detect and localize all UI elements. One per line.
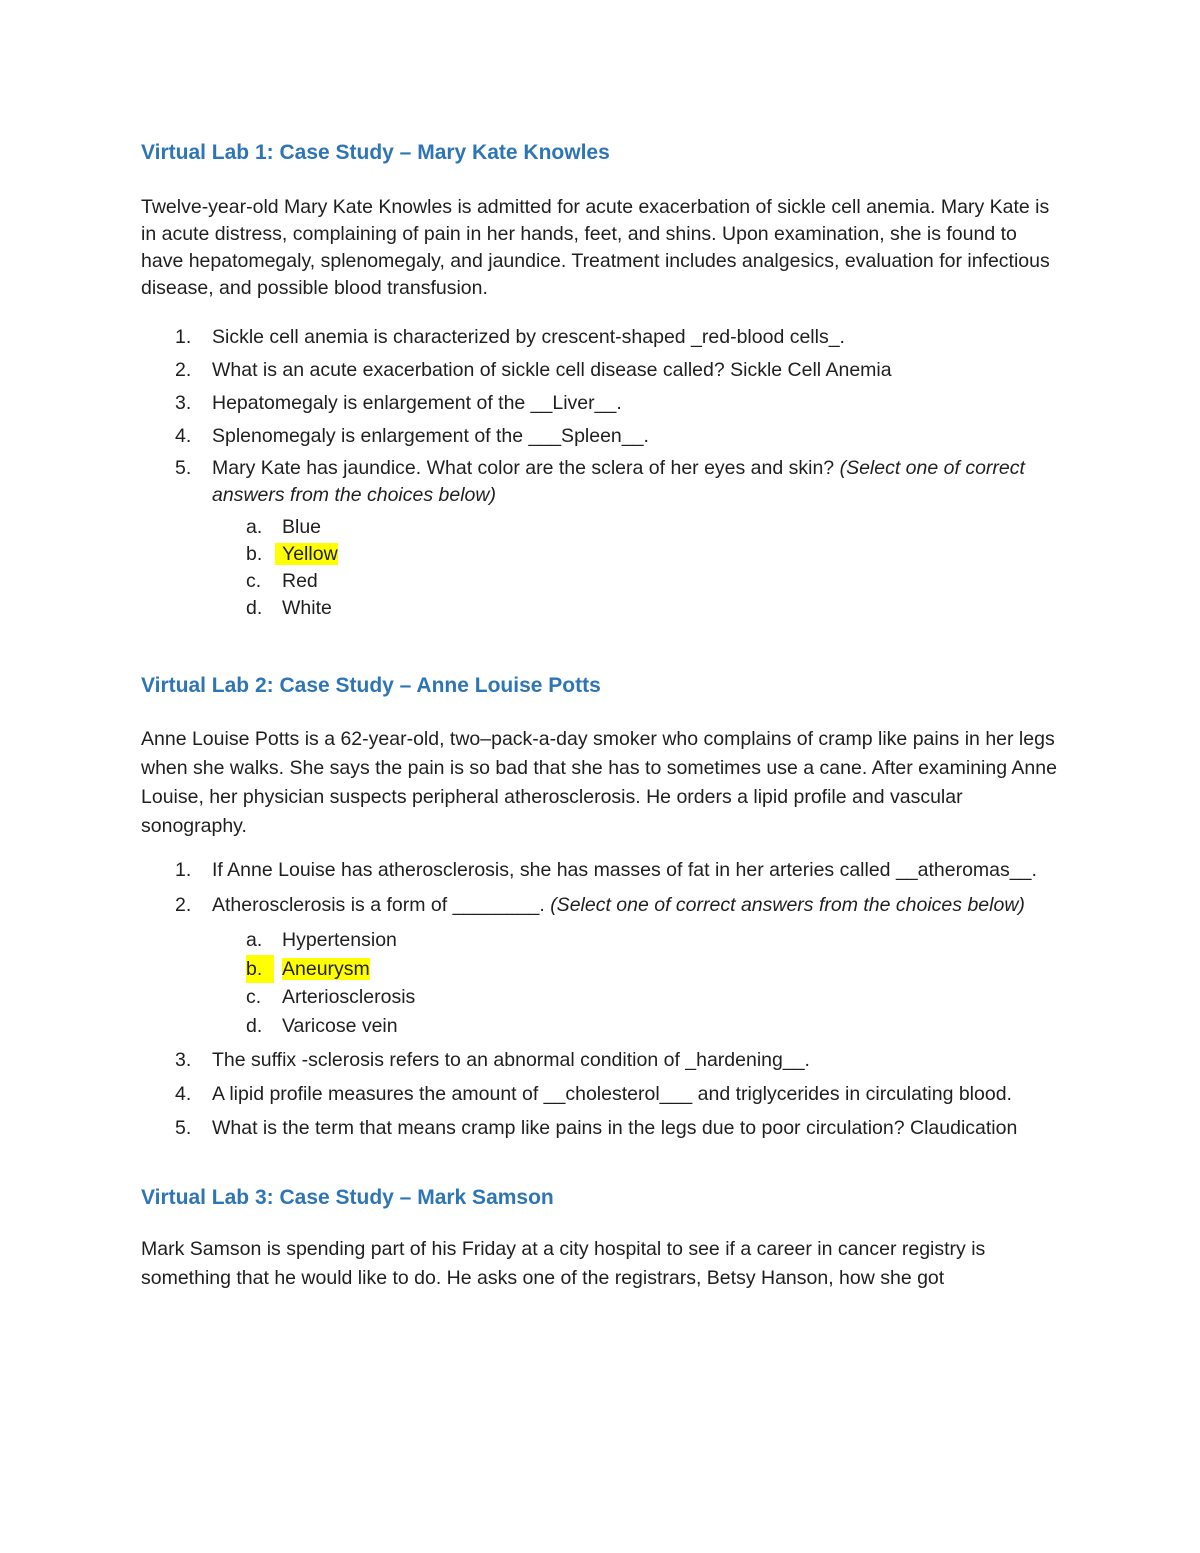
list-item [141, 1046, 1061, 1075]
document-page [141, 138, 1061, 1293]
lab2-section [141, 671, 1061, 1143]
question-text: If Anne Louise has atherosclerosis, she has masses of fat in her arteries called __atheromas__. [212, 859, 1037, 881]
question-text: Splenomegaly is enlargement of the ___Spleen__. [212, 425, 649, 447]
highlighted-answer: Aneurysm [282, 957, 370, 980]
lab1-section [141, 138, 1061, 622]
lab1-options [141, 514, 1061, 622]
question-number: 5. [175, 1117, 192, 1139]
option-letter: d. [246, 597, 263, 619]
question-text: Atherosclerosis is a form of ________. [212, 894, 551, 916]
list-item [141, 455, 1061, 509]
option-letter: c. [246, 570, 262, 592]
question-text: The suffix -sclerosis refers to an abnormal condition of _hardening__. [212, 1049, 810, 1071]
option-item [141, 595, 1061, 622]
option-item [141, 514, 1061, 541]
lab3-section [141, 1183, 1061, 1293]
option-text: Arteriosclerosis [282, 986, 416, 1008]
option-letter: c. [246, 986, 262, 1008]
lab1-paragraph: Twelve-year-old Mary Kate Knowles is admitted for acute exacerbation of sickle cell anemia. Mary Kate is in acute distress, complaining of pain in her hands, feet, and shins. Upon examination, she is found to have hepatomegaly, splenomegaly, and jaundice. Treatment includes analgesics, evaluation for infectious disease, and possible blood transfusion. [141, 196, 1050, 299]
question-text: A lipid profile measures the amount of __cholesterol___ and triglycerides in circulating blood. [212, 1083, 1012, 1105]
option-letter: a. [246, 929, 263, 951]
lab2-options [141, 926, 1061, 1040]
lab1-title: Virtual Lab 1: Case Study – Mary Kate Knowles [141, 141, 610, 164]
lab1-questions [141, 323, 1061, 509]
question-note: (Select one of correct answers from the choices below) [550, 894, 1025, 916]
option-letter: d. [246, 1014, 263, 1037]
list-item [141, 356, 1061, 385]
question-number: 3. [175, 392, 192, 414]
question-note: (Select one of correct answers from the choices below) [212, 457, 1025, 506]
option-text: Red [282, 570, 318, 592]
question-text: Mary Kate has jaundice. What color are the sclera of her eyes and skin? [212, 457, 840, 479]
option-letter: a. [246, 516, 263, 538]
question-number: 5. [175, 457, 192, 479]
option-letter: b. [246, 543, 263, 565]
option-item [141, 926, 1061, 955]
option-text: Varicose vein [282, 1014, 398, 1037]
question-text: Hepatomegaly is enlargement of the __Liver__. [212, 392, 622, 414]
lab2-questions-continued [141, 1046, 1061, 1143]
lab2-questions [141, 856, 1061, 920]
question-number: 1. [175, 326, 192, 348]
lab3-title: Virtual Lab 3: Case Study – Mark Samson [141, 1186, 554, 1209]
question-text: What is the term that means cramp like pains in the legs due to poor circulation? Claudication [212, 1117, 1018, 1139]
option-item-selected [141, 541, 1061, 568]
lab3-paragraph: Mark Samson is spending part of his Friday at a city hospital to see if a career in cancer registry is something that he would like to do. He asks one of the registrars, Betsy Hanson, how she got [141, 1238, 986, 1289]
highlighted-answer: Yellow [275, 543, 338, 565]
question-number: 2. [175, 894, 192, 916]
option-text: Blue [282, 516, 322, 538]
question-number: 2. [175, 359, 192, 381]
question-number: 4. [175, 1083, 192, 1105]
option-item [141, 568, 1061, 595]
option-letter: b. [246, 955, 274, 984]
list-item [141, 422, 1061, 451]
option-text: Hypertension [282, 929, 397, 951]
option-item-selected [141, 955, 1061, 984]
option-item [141, 1012, 1061, 1041]
list-item [141, 1080, 1061, 1109]
list-item [141, 1114, 1061, 1143]
question-number: 3. [175, 1049, 192, 1071]
option-item [141, 983, 1061, 1012]
question-number: 4. [175, 425, 192, 447]
question-text: What is an acute exacerbation of sickle cell disease called? Sickle Cell Anemia [212, 359, 892, 381]
question-number: 1. [175, 859, 192, 881]
list-item [141, 856, 1061, 885]
list-item [141, 323, 1061, 352]
option-text: White [282, 597, 332, 619]
lab2-paragraph: Anne Louise Potts is a 62-year-old, two–pack-a-day smoker who complains of cramp like pains in her legs when she walks. She says the pain is so bad that she has to sometimes use a cane. After examining Anne Louise, her physician suspects peripheral atherosclerosis. He orders a lipid profile and vascular sonography. [141, 728, 1057, 837]
list-item [141, 389, 1061, 418]
lab2-title: Virtual Lab 2: Case Study – Anne Louise Potts [141, 674, 601, 697]
question-text: Sickle cell anemia is characterized by crescent-shaped _red-blood cells_. [212, 326, 845, 348]
list-item [141, 891, 1061, 920]
